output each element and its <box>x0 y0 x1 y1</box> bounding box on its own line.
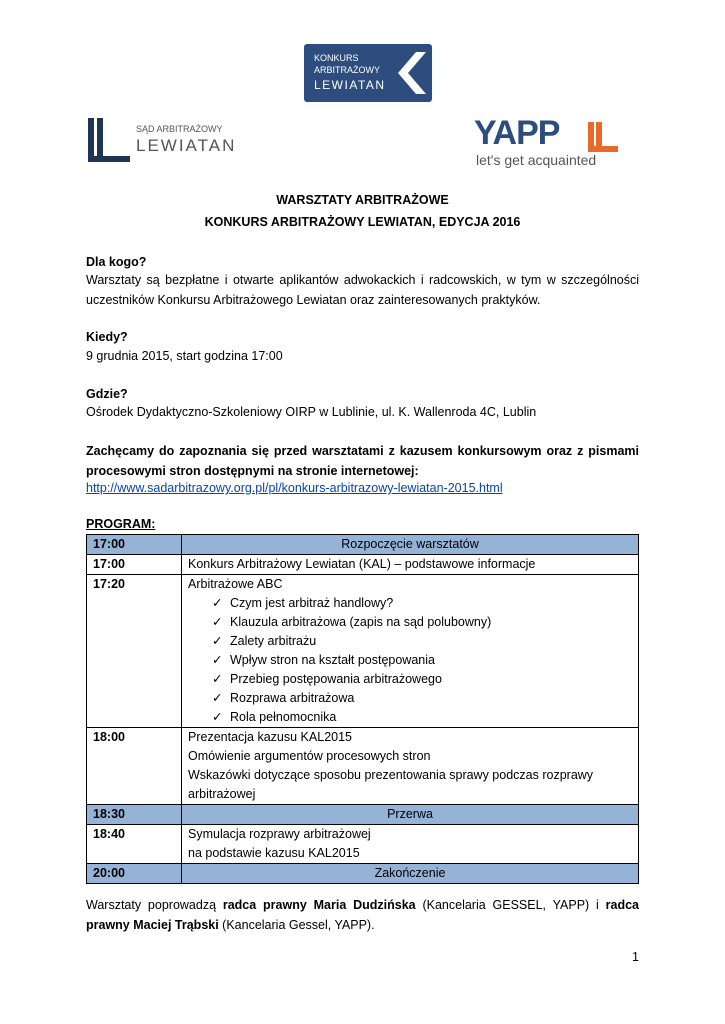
row-time: 18:40 <box>87 825 182 864</box>
row-desc: Zakończenie <box>182 864 639 884</box>
yapp-logo <box>474 116 624 172</box>
where-heading: Gdzie? <box>86 387 128 401</box>
footer-text: (Kancelaria Gessel, YAPP). <box>218 918 375 932</box>
row-desc-block <box>182 575 639 728</box>
table-row <box>87 825 639 864</box>
when-heading: Kiedy? <box>86 330 128 344</box>
list-item <box>188 594 632 613</box>
row-time: 18:00 <box>87 728 182 805</box>
konkurs-logo-line1: KONKURS <box>314 53 359 63</box>
list-item <box>188 689 632 708</box>
row-time: 17:00 <box>87 555 182 575</box>
checkmark-icon: ✓ <box>212 710 223 724</box>
list-item-label: Rola pełnomocnika <box>230 710 337 724</box>
sad-logo-mark <box>86 114 132 166</box>
table-row <box>87 864 639 884</box>
list-item <box>188 708 632 727</box>
row-line: Prezentacja kazusu KAL2015 <box>188 730 352 744</box>
program-table <box>86 534 639 884</box>
row-desc: Arbitrażowe ABC <box>188 577 283 591</box>
list-item <box>188 670 632 689</box>
row-desc: Rozpoczęcie warsztatów <box>182 535 639 555</box>
checkmark-icon: ✓ <box>212 691 223 705</box>
list-item <box>188 651 632 670</box>
row-line: na podstawie kazusu KAL2015 <box>188 846 360 860</box>
konkurs-logo-mark <box>394 50 428 96</box>
table-row <box>87 555 639 575</box>
footer-name-1: radca prawny Maria Dudzińska <box>222 898 416 912</box>
konkurs-logo-line2: ARBITRAŻOWY <box>314 65 381 75</box>
list-item-label: Klauzula arbitrażowa (zapis na sąd polubowny) <box>230 615 492 629</box>
list-item <box>188 632 632 651</box>
table-row <box>87 728 639 805</box>
list-item-label: Przebieg postępowania arbitrażowego <box>230 672 442 686</box>
yapp-tagline: let's get acquainted <box>476 152 597 168</box>
title-line2: KONKURS ARBITRAŻOWY LEWIATAN, EDYCJA 2016 <box>204 215 521 229</box>
checkmark-icon: ✓ <box>212 615 223 629</box>
title-line1: WARSZTATY ARBITRAŻOWE <box>276 193 449 207</box>
row-line: Wskazówki dotyczące sposobu prezentowania sprawy podczas rozprawy arbitrażowej <box>188 768 594 801</box>
page-number: 1 <box>632 950 639 964</box>
footer-text: (Kancelaria GESSEL, YAPP) i <box>415 898 606 912</box>
konkurs-logo <box>304 44 432 102</box>
list-item <box>188 613 632 632</box>
sad-logo-line2: LEWIATAN <box>136 136 237 155</box>
row-time: 20:00 <box>87 864 182 884</box>
footer-name-2: radca prawny Maciej Trąbski <box>86 898 639 932</box>
list-item-label: Czym jest arbitraż handlowy? <box>230 596 394 610</box>
where-text: Ośrodek Dydaktyczno-Szkoleniowy OIRP w Lublinie, ul. K. Wallenroda 4C, Lublin <box>86 405 537 419</box>
yapp-mark <box>586 120 620 154</box>
konkurs-logo-line3: LEWIATAN <box>314 78 386 92</box>
row-time: 18:30 <box>87 805 182 825</box>
checkmark-icon: ✓ <box>212 653 223 667</box>
row-desc: Konkurs Arbitrażowy Lewiatan (KAL) – podstawowe informacje <box>182 555 639 575</box>
table-row <box>87 535 639 555</box>
row-time: 17:20 <box>87 575 182 728</box>
row-line: Omówienie argumentów procesowych stron <box>188 749 431 763</box>
table-row <box>87 575 639 728</box>
sad-logo-line1: SĄD ARBITRAŻOWY <box>136 124 223 134</box>
list-item-label: Zalety arbitrażu <box>230 634 317 648</box>
list-item-label: Wpływ stron na kształt postępowania <box>230 653 435 667</box>
invite-text: Zachęcamy do zapoznania się przed warsztatami z kazusem konkursowym oraz z pismami procesowymi stron dostępnymi na stronie internetowej: <box>86 444 639 478</box>
checkmark-icon: ✓ <box>212 672 223 686</box>
who-text: Warsztaty są bezpłatne i otwarte aplikantów adwokackich i radcowskich, w tym w szczególności uczestników Konkursu Arbitrażowego Lewiatan oraz zainteresowanych praktyków. <box>86 273 639 307</box>
footer-paragraph <box>86 895 639 935</box>
footer-text: Warsztaty poprowadzą <box>86 898 223 912</box>
list-item-label: Rozprawa arbitrażowa <box>230 691 355 705</box>
row-desc-block <box>182 825 639 864</box>
row-time: 17:00 <box>87 535 182 555</box>
row-desc-block <box>182 728 639 805</box>
program-heading: PROGRAM: <box>86 517 156 531</box>
table-row <box>87 805 639 825</box>
checkmark-icon: ✓ <box>212 596 223 610</box>
row-desc: Przerwa <box>182 805 639 825</box>
yapp-brand: YAPP <box>474 114 560 152</box>
when-text: 9 grudnia 2015, start godzina 17:00 <box>86 349 283 363</box>
who-heading: Dla kogo? <box>86 255 147 269</box>
sad-arbitrazowy-logo <box>86 114 246 166</box>
checkmark-icon: ✓ <box>212 634 223 648</box>
row-line: Symulacja rozprawy arbitrażowej <box>188 827 371 841</box>
invite-link[interactable]: http://www.sadarbitrazowy.org.pl/pl/konkurs-arbitrazowy-lewiatan-2015.html <box>86 481 503 495</box>
